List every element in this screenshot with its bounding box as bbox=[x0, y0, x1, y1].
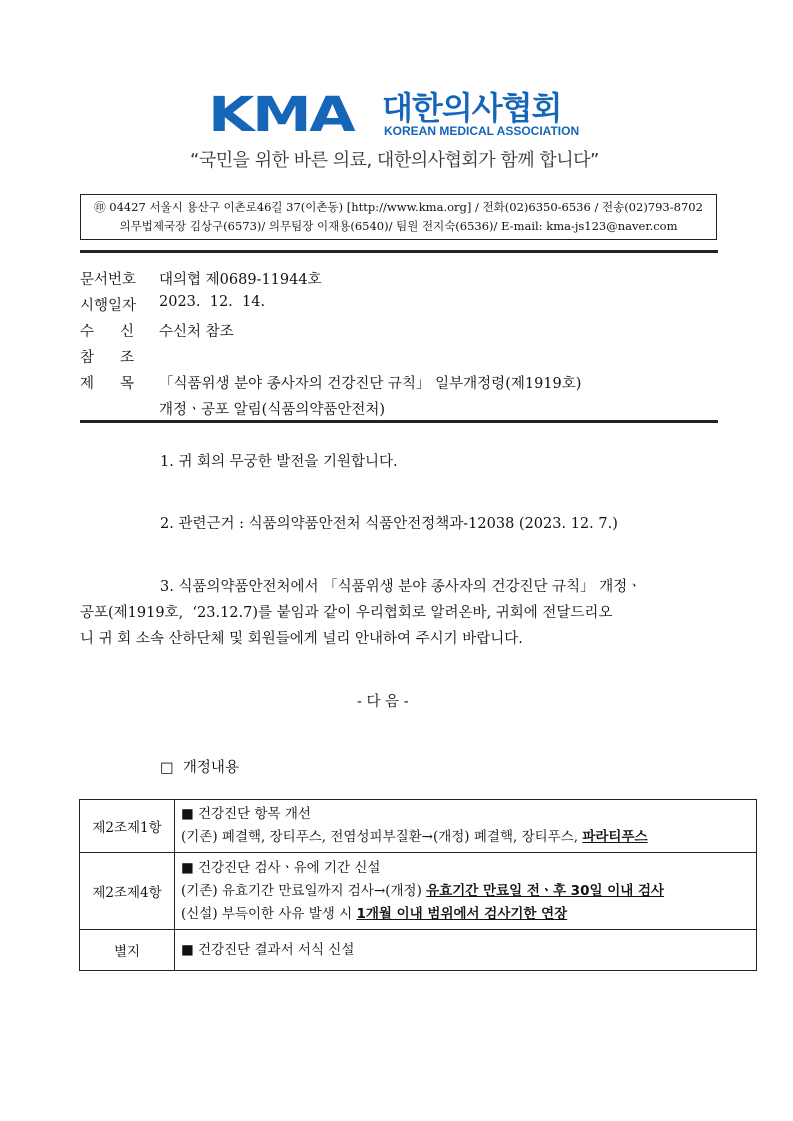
next-heading: - 다 음 - bbox=[357, 694, 409, 710]
table-row-heading: ■ 건강진단 결과서 서식 신설 bbox=[181, 941, 355, 958]
table-row-highlight: 1개월 이내 범위에서 검사기한 연장 bbox=[356, 905, 568, 922]
date-value: 2023. 12. 14. bbox=[159, 294, 266, 310]
header-divider bbox=[80, 250, 718, 253]
paragraph-3-line-3: 니 귀 회 소속 산하단체 및 회원들에게 널리 안내하여 주시기 바랍니다. bbox=[80, 631, 523, 647]
table-row-label: 별지 bbox=[80, 930, 175, 971]
table-row-content bbox=[175, 800, 757, 853]
table-row-heading: ■ 건강진단 항목 개선 bbox=[181, 806, 311, 822]
table-row bbox=[80, 800, 757, 853]
paragraph-1: 1. 귀 회의 무궁한 발전을 기원합니다. bbox=[160, 454, 398, 470]
doc-number-label: 문서번호 bbox=[80, 272, 137, 288]
slogan: “국민을 위한 바른 의료, 대한의사협회가 함께 합니다” bbox=[190, 150, 599, 171]
subject-label: 제목 bbox=[80, 376, 161, 392]
contact-address-line: ㊞ 04427 서울시 용산구 이촌로46길 37(이촌동) [http://www.kma.org] / 전화(02)6350-6536 / 전송(02)793-8702 bbox=[94, 200, 703, 214]
table-row-label: 제2조제1항 bbox=[80, 800, 175, 853]
recipient-label: 수신 bbox=[80, 324, 161, 340]
table-row bbox=[80, 853, 757, 930]
subject-line-1: 「식품위생 분야 종사자의 건강진단 규칙」 일부개정령(제1919호) bbox=[159, 376, 582, 392]
logo-letters: KMA bbox=[208, 87, 354, 143]
section-title: □ 개정내용 bbox=[160, 760, 239, 776]
table-row-heading: ■ 건강진단 검사ㆍ유에 기간 신설 bbox=[181, 859, 381, 876]
subject-line-2: 개정ㆍ공포 알림(식품의약품안전처) bbox=[159, 402, 386, 418]
recipient-value: 수신처 참조 bbox=[159, 324, 234, 340]
contact-box bbox=[80, 194, 717, 240]
reference-label: 참조 bbox=[80, 350, 161, 366]
table-row-text: (기존) 유효기간 만료일까지 검사→(개정) bbox=[181, 882, 427, 899]
table-row-content bbox=[175, 930, 757, 971]
amendment-table bbox=[79, 799, 757, 971]
contact-staff-line: 의무법제국장 김상구(6573)/ 의무팀장 이재용(6540)/ 팀원 전지숙(6536)/ E-mail: kma-js123@naver.com bbox=[119, 219, 678, 233]
paragraph-2: 2. 관련근거 : 식품의약품안전처 식품안전정책과-12038 (2023. 12. 7.) bbox=[160, 516, 618, 532]
logo-english-name: KOREAN MEDICAL ASSOCIATION bbox=[384, 124, 580, 138]
meta-divider bbox=[80, 420, 718, 423]
table-row-text: (기존) 폐결핵, 장티푸스, 전염성피부질환→(개정) 폐결핵, 장티푸스, bbox=[181, 829, 583, 845]
table-row-highlight: 유효기간 만료일 전ㆍ후 30일 이내 검사 bbox=[426, 882, 665, 899]
doc-number: 대의협 제0689-11944호 bbox=[159, 272, 322, 288]
paragraph-3-line-2: 공포(제1919호, ‘23.12.7)를 붙임과 같이 우리협회로 알려온바, 귀회에 전달드리오 bbox=[80, 605, 613, 621]
paragraph-3-line-1: 3. 식품의약품안전처에서 「식품위생 분야 종사자의 건강진단 규칙」 개정ㆍ bbox=[160, 579, 642, 595]
table-row-label: 제2조제4항 bbox=[80, 853, 175, 930]
table-row-highlight: 파라티푸스 bbox=[582, 829, 648, 845]
table-row-content bbox=[175, 853, 757, 930]
table-row bbox=[80, 930, 757, 971]
kma-logo bbox=[180, 80, 610, 180]
date-label: 시행일자 bbox=[80, 298, 137, 314]
logo-korean-name: 대한의사협회 bbox=[382, 89, 562, 127]
table-row-text: (신설) 부득이한 사유 발생 시 bbox=[181, 905, 357, 922]
